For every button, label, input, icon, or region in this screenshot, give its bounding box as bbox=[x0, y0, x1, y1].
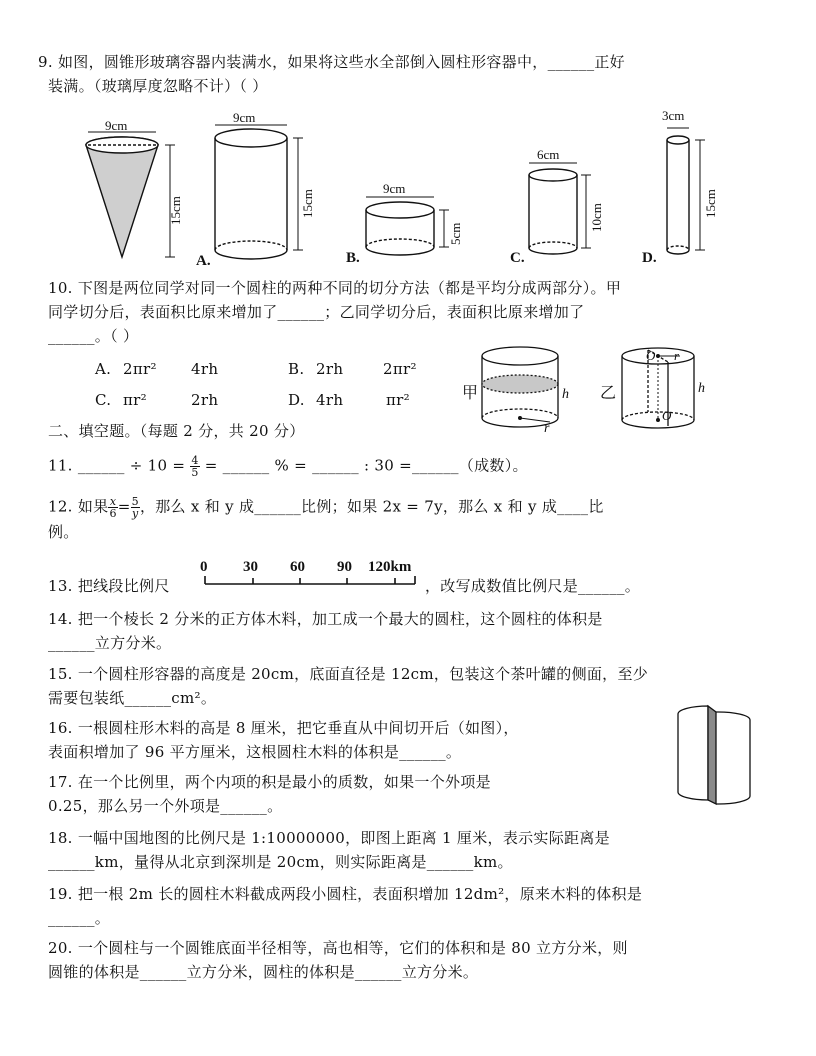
q10-line2: 同学切分后，表面积比原来增加了______；乙同学切分后，表面积比原来增加了 bbox=[48, 303, 585, 321]
q15-line2: 需要包装纸______cm²。 bbox=[48, 689, 217, 707]
q19-line1: 19. 把一根 2m 长的圆柱木料截成两段小圆柱，表面积增加 12dm²，原来木料的体积是 bbox=[48, 885, 643, 903]
q10-option-c-value2: 2rh bbox=[191, 391, 219, 409]
q12-suffix: ，那么 x 和 y 成______比例；如果 2x = 7y，那么 x 和 y 成____比 bbox=[139, 497, 604, 516]
q12-prefix: 12. 如果 bbox=[48, 497, 109, 516]
q15-line1: 15. 一个圆柱形容器的高度是 20cm，底面直径是 12cm，包装这个茶叶罐的侧面，至少 bbox=[48, 665, 649, 683]
cylinder-yi-o-top-label: O bbox=[646, 348, 656, 363]
scale-tick-0: 0 bbox=[200, 559, 208, 575]
q18-line1: 18. 一幅中国地图的比例尺是 1:10000000，即图上距离 1 厘米，表示实际距离是 bbox=[48, 829, 610, 847]
cylinder-a-height-label: 15cm bbox=[300, 189, 315, 218]
q12-fraction-x-6: $\frac{x}{6}$ bbox=[109, 495, 117, 520]
cylinder-yi-o-bottom-label: O bbox=[662, 408, 672, 423]
cylinder-c-diameter-label: 6cm bbox=[537, 147, 560, 162]
scale-tick-30: 30 bbox=[243, 559, 258, 575]
q10-option-a-value1: 2πr² bbox=[123, 360, 157, 378]
cylinder-yi-figure bbox=[622, 348, 694, 428]
cylinder-c-figure bbox=[529, 163, 591, 254]
q9-figures bbox=[70, 100, 750, 275]
q10-line1: 10. 下图是两位同学对同一个圆柱的两种不同的切分方法（都是平均分成两部分）。甲 bbox=[48, 279, 622, 297]
q13-suffix: ，改写成数值比例尺是______。 bbox=[425, 577, 641, 595]
q10-option-b-value1: 2rh bbox=[316, 360, 344, 378]
q9-line2: 装满。（玻璃厚度忽略不计）（ ） bbox=[48, 77, 268, 95]
cone-figure bbox=[86, 132, 175, 257]
option-c-label: C. bbox=[510, 250, 525, 266]
option-b-label: B. bbox=[346, 250, 360, 266]
q10-option-c-value1: πr² bbox=[123, 391, 147, 409]
q17-line2: 0.25，那么另一个外项是______。 bbox=[48, 797, 283, 815]
q13-scale-bar bbox=[200, 554, 430, 594]
q11-prefix: 11. ______ ÷ 10 = bbox=[48, 456, 186, 475]
cylinder-d-height-label: 15cm bbox=[703, 189, 718, 218]
cylinder-a-figure bbox=[215, 125, 303, 259]
option-d-label: D. bbox=[642, 250, 657, 266]
q10-option-a-letter: A. bbox=[95, 360, 112, 378]
cylinder-b-diameter-label: 9cm bbox=[383, 181, 406, 196]
q12-line1 bbox=[48, 496, 604, 519]
cylinder-d-figure bbox=[667, 128, 705, 254]
cylinder-jia-r-label: r bbox=[544, 421, 550, 436]
q12-fraction-5-y: $\frac{5}{y}$ bbox=[131, 495, 139, 520]
cylinder-jia-figure bbox=[482, 347, 558, 427]
q14-line1: 14. 把一个棱长 2 分米的正方体木料，加工成一个最大的圆柱，这个圆柱的体积是 bbox=[48, 610, 603, 628]
scale-tick-90: 90 bbox=[337, 559, 352, 575]
q11-line bbox=[48, 455, 528, 478]
cylinder-c-height-label: 10cm bbox=[589, 203, 604, 232]
scale-tick-120km: 120km bbox=[368, 559, 412, 575]
cone-height-label: 15cm bbox=[168, 196, 183, 225]
q18-line2: ______km，量得从北京到深圳是 20cm，则实际距离是______km。 bbox=[48, 853, 513, 871]
cylinder-yi-label: 乙 bbox=[600, 385, 617, 402]
q16-line1: 16. 一根圆柱形木料的高是 8 厘米，把它垂直从中间切开后（如图）， bbox=[48, 719, 519, 737]
cylinder-yi-h-label: h bbox=[698, 381, 705, 396]
q20-line1: 20. 一个圆柱与一个圆锥底面半径相等，高也相等，它们的体积和是 80 立方分米，则 bbox=[48, 939, 628, 957]
q10-figures bbox=[462, 340, 722, 435]
q16-line2: 表面积增加了 96 平方厘米，这根圆柱木料的体积是______。 bbox=[48, 743, 462, 761]
q10-option-a-value2: 4rh bbox=[191, 360, 219, 378]
q14-line2: ______立方分米。 bbox=[48, 634, 172, 652]
q11-suffix: = ______ % = ______ : 30 =______（成数）。 bbox=[204, 456, 528, 475]
q10-option-d-letter: D. bbox=[288, 391, 305, 409]
option-a-label: A. bbox=[196, 253, 211, 269]
cylinder-a-diameter-label: 9cm bbox=[233, 110, 256, 125]
q10-option-d-value1: 4rh bbox=[316, 391, 344, 409]
cylinder-b-height-label: 5cm bbox=[448, 222, 463, 245]
q9-line1: 9. 如图，圆锥形玻璃容器内装满水，如果将这些水全部倒入圆柱形容器中，______正好 bbox=[38, 53, 625, 71]
cylinder-b-figure bbox=[366, 197, 449, 255]
q11-fraction: $\frac{4}{5}$ bbox=[191, 454, 199, 479]
q12-line2: 例。 bbox=[48, 523, 79, 541]
cylinder-jia-h-label: h bbox=[562, 387, 569, 402]
scale-tick-60: 60 bbox=[290, 559, 305, 575]
q12-equals: = bbox=[117, 497, 131, 516]
q17-line1: 17. 在一个比例里，两个内项的积是最小的质数，如果一个外项是 bbox=[48, 773, 491, 791]
q10-option-d-value2: πr² bbox=[386, 391, 410, 409]
q10-line3: ______。（ ） bbox=[48, 327, 139, 345]
q19-line2: ______。 bbox=[48, 909, 111, 927]
q10-option-b-value2: 2πr² bbox=[383, 360, 417, 378]
q10-option-c-letter: C. bbox=[95, 391, 112, 409]
q13-prefix: 13. 把线段比例尺 bbox=[48, 577, 170, 595]
cone-diameter-label: 9cm bbox=[105, 118, 128, 133]
cylinder-jia-label: 甲 bbox=[462, 385, 479, 402]
q10-option-b-letter: B. bbox=[288, 360, 305, 378]
section-fill-in-title: 二、填空题。（每题 2 分，共 20 分） bbox=[48, 422, 305, 440]
cylinder-d-diameter-label: 3cm bbox=[662, 108, 685, 123]
cylinder-yi-r-label: r bbox=[674, 348, 680, 363]
q16-split-cylinder-figure bbox=[670, 700, 760, 810]
q20-line2: 圆锥的体积是______立方分米，圆柱的体积是______立方分米。 bbox=[48, 963, 479, 981]
